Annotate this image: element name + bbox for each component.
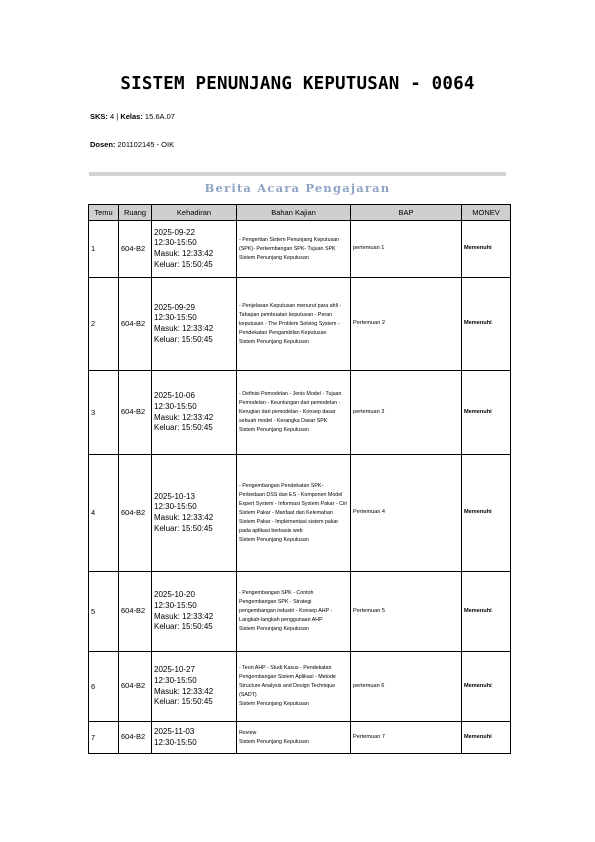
course-name: Sistem Penunjang Keputusan: [239, 338, 309, 345]
material-topics: - Teori AHP - Studi Kasus - Pendekatan Pengembangan Sistem Aplikasi - Metode Structure Analysis and Design Technique (SADT): [239, 665, 336, 698]
meeting-date: 2025-11-03: [154, 726, 195, 736]
check-out: Keluar: 15:50:45: [154, 697, 213, 707]
attendance: [152, 371, 237, 455]
room: 604-B2: [119, 221, 152, 278]
room: 604-B2: [119, 455, 152, 572]
study-material: [237, 722, 351, 754]
course-name: Sistem Penunjang Keputusan: [239, 254, 309, 261]
meeting-date: 2025-10-20: [154, 590, 195, 600]
monev-status: Memenuhi: [462, 371, 511, 455]
room: 604-B2: [119, 371, 152, 455]
meeting-number: 1: [89, 221, 119, 278]
bap-note: pertemuan 6: [351, 652, 462, 722]
header-kehadiran: Kehadiran: [152, 205, 237, 221]
course-name: Sistem Penunjang Keputusan: [239, 626, 309, 632]
meeting-number: 4: [89, 455, 119, 572]
meeting-number: 7: [89, 722, 119, 754]
bap-note: pertemuan 1: [351, 221, 462, 278]
check-in: Masuk: 12:33:42: [154, 412, 214, 422]
material-topics: - Pengertian Sistem Penunjang Keputusan (SPK)- Perkembangan SPK- Tujuan SPK: [239, 236, 340, 252]
sks-value: 4 |: [110, 112, 121, 121]
material-topics: - Definisi Pemodelan - Jenis Model - Tujuan Pemodelan - Keuntungan dari pemodelan - Kerugian dari pemodelan - Konsep dasar sebuah model - Kerangka Dasar SPK: [239, 391, 342, 424]
room: 604-B2: [119, 722, 152, 754]
study-material: [237, 572, 351, 652]
meeting-date: 2025-10-27: [154, 665, 195, 675]
meeting-number: 5: [89, 572, 119, 652]
header-bahan-kajian: Bahan Kajian: [237, 205, 351, 221]
study-material: [237, 221, 351, 278]
study-material: [237, 371, 351, 455]
attendance: [152, 455, 237, 572]
meeting-number: 2: [89, 278, 119, 371]
table-row: [89, 371, 511, 455]
kelas-value: 15.6A.07: [144, 112, 175, 121]
page-title: SISTEM PENUNJANG KEPUTUSAN - 0064: [120, 74, 475, 94]
table-row: [89, 722, 511, 754]
meeting-time: 12:30-15:50: [154, 313, 197, 323]
check-in: Masuk: 12:33:42: [154, 686, 214, 696]
meeting-number: 3: [89, 371, 119, 455]
room: 604-B2: [119, 572, 152, 652]
meeting-time: 12:30-15:50: [154, 238, 197, 248]
material-topics: - Pengembangan Pendekatan SPK- Perbedaan DSS dan ES - Komponen Model Expert System - Informasi System Pakar - Ciri Sistem Pakar - Manfaat dan Kelemahan Sistem Pakar - Implementasi sistem pakar pada aplikasi berbasis web: [239, 482, 348, 534]
sks-label: SKS:: [90, 112, 108, 121]
check-out: Keluar: 15:50:45: [154, 622, 213, 632]
meeting-time: 12:30-15:50: [154, 737, 197, 747]
study-material: [237, 455, 351, 572]
section-title: Berita Acara Pengajaran: [204, 181, 391, 195]
study-material: [237, 278, 351, 371]
teaching-record-table: [88, 204, 511, 754]
check-out: Keluar: 15:50:45: [154, 334, 213, 344]
room: 604-B2: [119, 652, 152, 722]
divider: [89, 172, 506, 176]
attendance: [152, 278, 237, 371]
material-topics: - Penjelasan Keputusan menurut para ahli - Tahapan pembuatan keputusan - Peran keputusan - The Problem Solving System - Pendekatan Pengambilan Keputusan: [239, 302, 342, 336]
header-monev: MONEV: [462, 205, 511, 221]
room: 604-B2: [119, 278, 152, 371]
study-material: [237, 652, 351, 722]
material-topics: Review: [239, 729, 257, 736]
meeting-time: 12:30-15:50: [154, 600, 197, 610]
course-name: Sistem Penunjang Keputusan: [239, 738, 309, 745]
table-row: [89, 455, 511, 572]
check-out: Keluar: 15:50:45: [154, 259, 213, 269]
table-header-row: [89, 205, 511, 221]
check-out: Keluar: 15:50:45: [154, 523, 213, 533]
bap-note: Pertemuan 7: [351, 722, 462, 754]
material-topics: - Pengembangan SPK - Contoh Pengembangan SPK - Strategi pengembangan industri - Konsep AHP - Langkah-langkah penggunaan AHP: [239, 590, 333, 623]
monev-status: Memenuhi: [462, 221, 511, 278]
monev-status: Memenuhi: [462, 652, 511, 722]
lecturer-meta: [90, 140, 174, 149]
check-in: Masuk: 12:33:42: [154, 611, 214, 621]
monev-status: Memenuhi: [462, 278, 511, 371]
monev-status: Memenuhi: [462, 722, 511, 754]
check-in: Masuk: 12:33:42: [154, 513, 214, 522]
attendance: [152, 572, 237, 652]
table-row: [89, 572, 511, 652]
course-name: Sistem Penunjang Keputusan: [239, 701, 309, 707]
bap-note: Pertemuan 4: [351, 455, 462, 572]
bap-note: Pertemuan 5: [351, 572, 462, 652]
header-temu: Temu: [89, 205, 119, 221]
meeting-number: 6: [89, 652, 119, 722]
course-meta: [90, 112, 175, 121]
kelas-label: Kelas:: [120, 112, 143, 121]
attendance: [152, 221, 237, 278]
meeting-date: 2025-10-13: [154, 491, 195, 501]
course-name: Sistem Penunjang Keputusan: [239, 536, 309, 543]
attendance: [152, 652, 237, 722]
meeting-date: 2025-09-29: [154, 302, 195, 312]
bap-note: pertemuan 3: [351, 371, 462, 455]
course-name: Sistem Penunjang Keputusan: [239, 427, 309, 433]
table-row: [89, 652, 511, 722]
meeting-date: 2025-10-06: [154, 391, 195, 401]
check-in: Masuk: 12:33:42: [154, 324, 214, 333]
check-out: Keluar: 15:50:45: [154, 423, 213, 433]
monev-status: Memenuhi: [462, 455, 511, 572]
monev-status: Memenuhi: [462, 572, 511, 652]
attendance: [152, 722, 237, 754]
dosen-value: 201102145 - OIK: [117, 140, 175, 149]
meeting-date: 2025-09-22: [154, 227, 195, 237]
dosen-label: Dosen:: [90, 140, 116, 149]
header-ruang: Ruang: [119, 205, 152, 221]
bap-note: Pertemuan 2: [351, 278, 462, 371]
table-row: [89, 278, 511, 371]
table-row: [89, 221, 511, 278]
meeting-time: 12:30-15:50: [154, 401, 197, 411]
header-bap: BAP: [351, 205, 462, 221]
check-in: Masuk: 12:33:42: [154, 249, 214, 258]
meeting-time: 12:30-15:50: [154, 675, 197, 685]
meeting-time: 12:30-15:50: [154, 502, 197, 512]
